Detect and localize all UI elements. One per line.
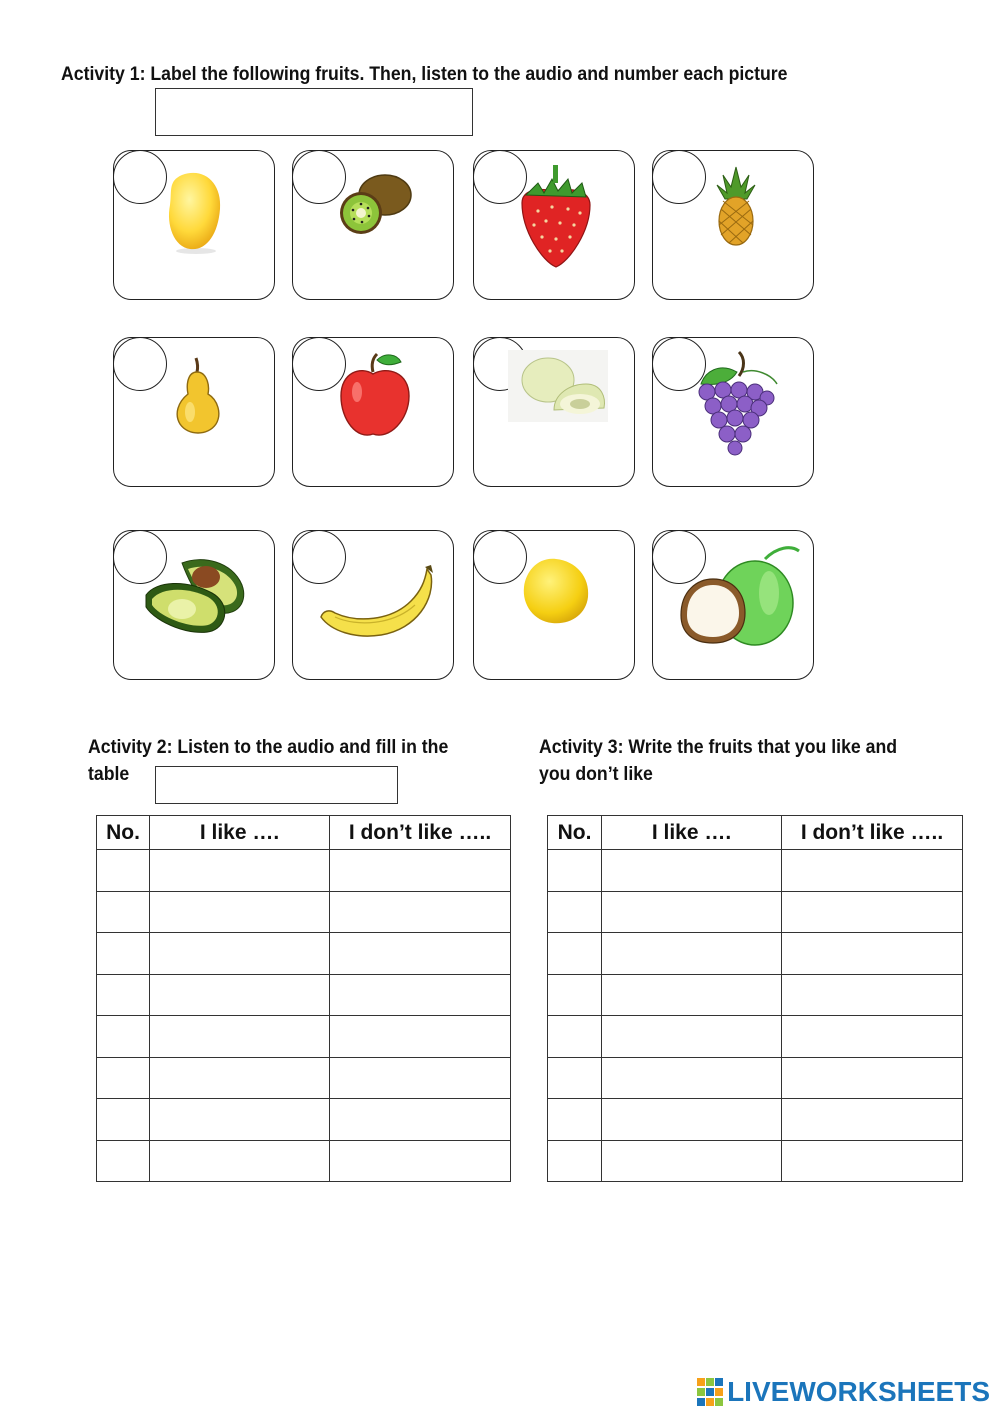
column-header-no: No. [97, 816, 150, 850]
activity3-heading-line2: you don’t like [539, 764, 653, 785]
cell-no[interactable] [97, 1057, 150, 1099]
cell-no[interactable] [548, 891, 602, 933]
pear-icon [170, 354, 226, 438]
cell-no[interactable] [548, 1099, 602, 1141]
activity3-table [547, 815, 963, 1182]
cell-like[interactable] [150, 1140, 330, 1182]
table-row [548, 1099, 963, 1141]
cell-no[interactable] [97, 1140, 150, 1182]
cell-dislike[interactable] [330, 1099, 511, 1141]
fruit-card [113, 150, 275, 300]
cell-like[interactable] [602, 1140, 782, 1182]
activity1-answer-box[interactable] [155, 88, 473, 136]
column-header-dislike: I don’t like ….. [330, 816, 511, 850]
mango-icon [154, 165, 234, 255]
cell-dislike[interactable] [782, 1016, 963, 1058]
cell-no[interactable] [548, 1016, 602, 1058]
cell-like[interactable] [150, 1016, 330, 1058]
pineapple-icon [711, 165, 761, 249]
lemon-icon [518, 553, 594, 629]
cell-dislike[interactable] [330, 1016, 511, 1058]
table-row [97, 974, 511, 1016]
activity2-heading-line1: Activity 2: Listen to the audio and fill in the [88, 737, 449, 758]
banana-icon [317, 565, 437, 641]
cell-like[interactable] [150, 850, 330, 892]
cell-dislike[interactable] [330, 1140, 511, 1182]
cell-dislike[interactable] [330, 974, 511, 1016]
table-row [97, 891, 511, 933]
liveworksheets-logo-icon [697, 1378, 723, 1406]
cell-dislike[interactable] [330, 1057, 511, 1099]
activity3-heading-line1: Activity 3: Write the fruits that you like and [539, 737, 898, 758]
fruit-card [113, 530, 275, 680]
table-row [97, 1140, 511, 1182]
cell-like[interactable] [150, 974, 330, 1016]
coconut-icon [673, 543, 803, 649]
cell-no[interactable] [548, 933, 602, 975]
cell-no[interactable] [548, 1057, 602, 1099]
cell-dislike[interactable] [782, 850, 963, 892]
table-row [97, 1016, 511, 1058]
avocado-icon [142, 555, 252, 639]
cell-dislike[interactable] [782, 1140, 963, 1182]
table-row [97, 1057, 511, 1099]
column-header-no: No. [548, 816, 602, 850]
cell-like[interactable] [602, 933, 782, 975]
fruit-card [292, 530, 454, 680]
strawberry-icon [516, 161, 596, 271]
column-header-like: I like …. [602, 816, 782, 850]
cell-no[interactable] [97, 891, 150, 933]
cell-like[interactable] [602, 1099, 782, 1141]
cell-no[interactable] [97, 933, 150, 975]
cell-no[interactable] [97, 974, 150, 1016]
cell-like[interactable] [602, 1016, 782, 1058]
cell-no[interactable] [548, 1140, 602, 1182]
cell-like[interactable] [602, 891, 782, 933]
grapes-icon [689, 348, 781, 460]
fruit-card [473, 150, 635, 300]
cell-like[interactable] [602, 850, 782, 892]
cell-dislike[interactable] [330, 933, 511, 975]
cell-no[interactable] [97, 1016, 150, 1058]
table-row [548, 933, 963, 975]
activity2-table [96, 815, 511, 1182]
table-row [548, 1016, 963, 1058]
cell-dislike[interactable] [330, 850, 511, 892]
table-row [97, 1099, 511, 1141]
number-circle[interactable] [652, 150, 706, 204]
table-row [548, 1140, 963, 1182]
apple-icon [333, 350, 417, 442]
cell-like[interactable] [602, 974, 782, 1016]
table-row [548, 891, 963, 933]
cell-like[interactable] [150, 1057, 330, 1099]
cell-like[interactable] [150, 891, 330, 933]
cell-no[interactable] [548, 850, 602, 892]
table-row [548, 850, 963, 892]
cell-like[interactable] [150, 1099, 330, 1141]
fruit-card [292, 337, 454, 487]
melon-icon [508, 350, 608, 422]
cell-like[interactable] [150, 933, 330, 975]
table-row [548, 974, 963, 1016]
cell-dislike[interactable] [330, 891, 511, 933]
number-circle[interactable] [113, 337, 167, 391]
fruit-card [473, 530, 635, 680]
activity2-answer-box[interactable] [155, 766, 398, 804]
fruit-card [652, 150, 814, 300]
cell-dislike[interactable] [782, 891, 963, 933]
cell-dislike[interactable] [782, 1057, 963, 1099]
cell-no[interactable] [548, 974, 602, 1016]
column-header-dislike: I don’t like ….. [782, 816, 963, 850]
column-header-like: I like …. [150, 816, 330, 850]
fruit-card [652, 530, 814, 680]
cell-like[interactable] [602, 1057, 782, 1099]
table-row [548, 1057, 963, 1099]
fruit-card [473, 337, 635, 487]
cell-dislike[interactable] [782, 974, 963, 1016]
activity2-heading-line2: table [88, 764, 130, 785]
activity1-heading: Activity 1: Label the following fruits. Then, listen to the audio and number each picture [61, 64, 788, 85]
fruit-card [113, 337, 275, 487]
cell-no[interactable] [97, 1099, 150, 1141]
cell-dislike[interactable] [782, 933, 963, 975]
cell-no[interactable] [97, 850, 150, 892]
table-row [97, 850, 511, 892]
cell-dislike[interactable] [782, 1099, 963, 1141]
fruit-card [292, 150, 454, 300]
liveworksheets-logo [697, 1376, 990, 1408]
table-row [97, 933, 511, 975]
kiwi-icon [335, 169, 415, 239]
fruit-card [652, 337, 814, 487]
liveworksheets-wordmark: LIVEWORKSHEETS [727, 1376, 990, 1407]
